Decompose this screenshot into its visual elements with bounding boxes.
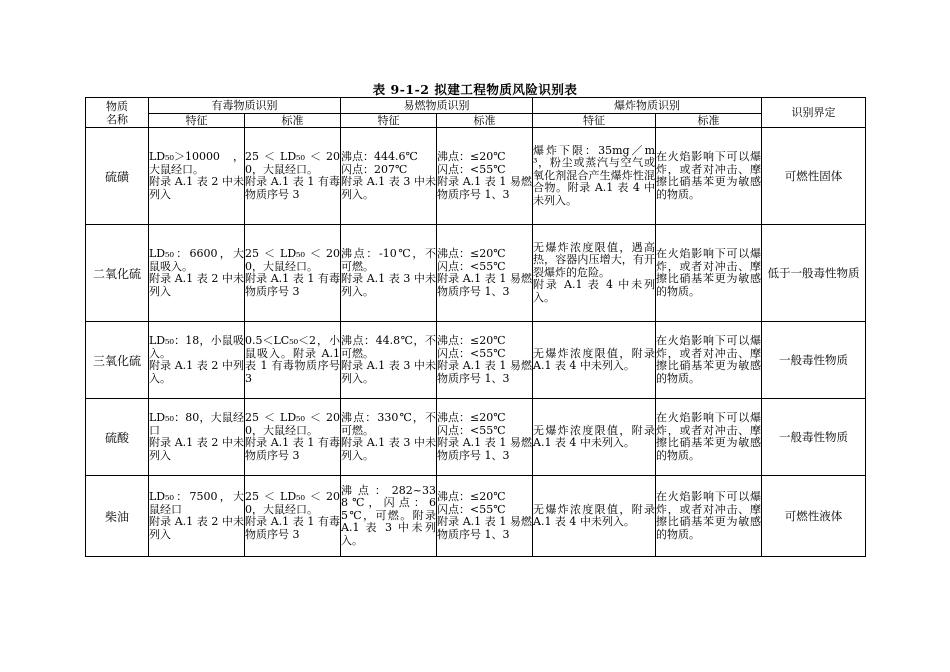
substance-name: 硫酸 (86, 399, 149, 476)
table-row (86, 476, 866, 557)
toxic-feature-cell (149, 476, 245, 557)
cell-line: 25 ＜ LD₅₀ ＜ 200，大鼠经口。 (245, 247, 340, 273)
toxic-feature-cell (149, 128, 245, 225)
cell-line: 附录 A.1 表 1 有毒物质序号 3 (245, 175, 340, 201)
cell-line: 闪点：<55℃ (437, 259, 506, 273)
cell-line: LD₅₀：6600，大鼠吸入。 (149, 247, 244, 273)
cell-line: 附录 A.1 表 1 有毒物质序号 3 (245, 515, 340, 541)
toxic-standard-cell (245, 322, 341, 399)
exp-standard-cell (656, 128, 762, 225)
cell-line: LD₅₀：18，小鼠吸入。 (149, 334, 244, 360)
cell-line: 闪点：<55℃ (437, 423, 506, 437)
toxic-feature-cell (149, 225, 245, 322)
cell-line: 在火焰影响下可以爆炸，或者对冲击、摩擦比硝基苯更为敏感的物质。 (656, 490, 761, 541)
header-toxic: 有毒物质识别 (149, 98, 341, 114)
cell-line: 附录 A.1 表 2 中列入。 (149, 359, 244, 385)
exp-standard-cell (656, 476, 762, 557)
cell-line: 附录 A.1 表 1 有毒物质序号 3 (245, 272, 340, 298)
flam-feature-cell (341, 128, 437, 225)
identification-result: 低于一般毒性物质 (762, 225, 866, 322)
flam-feature-cell (341, 225, 437, 322)
cell-line: 爆炸下限：35mg／m³，粉尘或蒸汽与空气或氧化剂混合产生爆炸性混合物。附录 A.1 表 4 中未列入。 (533, 143, 655, 207)
cell-line: 无爆炸浓度限值，附录 A.1 表 4 中未列入。 (533, 346, 655, 372)
exp-feature-cell (533, 322, 656, 399)
table-title: 表 9-1-2 拟建工程物质风险识别表 (372, 82, 578, 97)
cell-line: 附录 A.1 表 1 易燃物质序号 1、3 (437, 515, 532, 541)
cell-line: 在火焰影响下可以爆炸，或者对冲击、摩擦比硝基苯更为敏感的物质。 (656, 150, 761, 201)
cell-line: 沸点：≤20℃ (437, 150, 506, 163)
flam-feature-cell (341, 476, 437, 557)
cell-line: 沸点：-10℃，不可燃。 (341, 247, 436, 273)
cell-line: 闪点：<55℃ (437, 346, 506, 360)
cell-line: 沸点：≤20℃ (437, 247, 506, 260)
cell-line: 无爆炸浓度限值，附录 A.1 表 4 中未列入。 (533, 502, 655, 528)
identification-result: 一般毒性物质 (762, 322, 866, 399)
cell-line: 在火焰影响下可以爆炸，或者对冲击、摩擦比硝基苯更为敏感的物质。 (656, 411, 761, 462)
cell-line: 在火焰影响下可以爆炸，或者对冲击、摩擦比硝基苯更为敏感的物质。 (656, 334, 761, 385)
cell-line: 附录 A.1 表 2 中未列入 (149, 175, 244, 201)
cell-line: 沸点：282~338℃，闪点：65℃，可燃。附录 A.1 表 3 中未列入。 (341, 483, 436, 547)
header-explosive: 爆炸物质识别 (533, 98, 762, 114)
cell-line: 附录 A.1 表 3 中未列入。 (341, 359, 436, 385)
header-substance: 物质名称 (86, 98, 149, 128)
exp-standard-cell (656, 225, 762, 322)
cell-line: 闪点：207℃ (341, 162, 408, 176)
substance-name: 三氧化硫 (86, 322, 149, 399)
cell-line: 沸点：444.6℃ (341, 150, 418, 163)
cell-line: 沸点：44.8℃，不可燃。 (341, 334, 436, 360)
cell-line: 在火焰影响下可以爆炸，或者对冲击、摩擦比硝基苯更为敏感的物质。 (656, 247, 761, 298)
cell-line: 0.5＜LC₅₀＜2，小鼠吸入。附录 A.1 表 1 有毒物质序号 3 (245, 334, 340, 385)
cell-line: 无爆炸浓度限值，遇高热，容器内压增大，有开裂爆炸的危险。 (533, 240, 655, 279)
cell-line: 附录 A.1 表 2 中未列入 (149, 272, 244, 298)
table-row (86, 322, 866, 399)
cell-line: 附录 A.1 表 4 中未列入。 (533, 278, 655, 304)
header-toxic-feature: 特征 (149, 114, 245, 128)
flam-standard-cell (437, 225, 533, 322)
substance-name: 二氧化硫 (86, 225, 149, 322)
cell-line: 附录 A.1 表 3 中未列入。 (341, 272, 436, 298)
cell-line: 附录 A.1 表 3 中未列入。 (341, 436, 436, 462)
cell-line: 无爆炸浓度限值，附录 A.1 表 4 中未列入。 (533, 423, 655, 449)
toxic-feature-cell (149, 322, 245, 399)
exp-feature-cell (533, 128, 656, 225)
flam-feature-cell (341, 399, 437, 476)
exp-feature-cell (533, 476, 656, 557)
header-exp-standard: 标准 (656, 114, 762, 128)
header-flam-feature: 特征 (341, 114, 437, 128)
cell-line: 25 ＜ LD₅₀ ＜ 200，大鼠经口。 (245, 490, 340, 516)
cell-line: 附录 A.1 表 3 中未列入。 (341, 175, 436, 201)
cell-line: 25 ＜ LD₅₀ ＜ 200，大鼠经口。 (245, 411, 340, 437)
cell-line: 附录 A.1 表 1 易燃物质序号 1、3 (437, 359, 532, 385)
toxic-standard-cell (245, 399, 341, 476)
cell-line: 25 ＜ LD₅₀ ＜ 200，大鼠经口。 (245, 150, 340, 176)
cell-line: 附录 A.1 表 1 易燃物质序号 1、3 (437, 272, 532, 298)
cell-line: 附录 A.1 表 1 有毒物质序号 3 (245, 436, 340, 462)
cell-line: 沸点：≤20℃ (437, 411, 506, 424)
cell-line: 附录 A.1 表 2 中未列入 (149, 515, 244, 541)
exp-standard-cell (656, 399, 762, 476)
flam-standard-cell (437, 128, 533, 225)
identification-result: 一般毒性物质 (762, 399, 866, 476)
cell-line: LD₅₀：80，大鼠经口 (149, 411, 244, 437)
header-exp-feature: 特征 (533, 114, 656, 128)
exp-standard-cell (656, 322, 762, 399)
toxic-feature-cell (149, 399, 245, 476)
cell-line: LD₅₀＞10000 ，大鼠经口。 (149, 150, 244, 176)
flam-standard-cell (437, 322, 533, 399)
identification-result: 可燃性液体 (762, 476, 866, 557)
flam-standard-cell (437, 476, 533, 557)
toxic-standard-cell (245, 225, 341, 322)
cell-line: 闪点：<55℃ (437, 502, 506, 516)
table-row (86, 225, 866, 322)
header-toxic-standard: 标准 (245, 114, 341, 128)
identification-result: 可燃性固体 (762, 128, 866, 225)
cell-line: 沸点：≤20℃ (437, 334, 506, 347)
header-flammable: 易燃物质识别 (341, 98, 533, 114)
cell-line: 沸点：330℃，不可燃。 (341, 411, 436, 437)
substance-name: 柴油 (86, 476, 149, 557)
cell-line: 附录 A.1 表 1 易燃物质序号 1、3 (437, 436, 532, 462)
toxic-standard-cell (245, 128, 341, 225)
header-flam-standard: 标准 (437, 114, 533, 128)
flam-standard-cell (437, 399, 533, 476)
toxic-standard-cell (245, 476, 341, 557)
cell-line: 沸点：≤20℃ (437, 490, 506, 503)
cell-line: 闪点：<55℃ (437, 162, 506, 176)
table-row (86, 128, 866, 225)
cell-line: 附录 A.1 表 1 易燃物质序号 1、3 (437, 175, 532, 201)
table-row (86, 399, 866, 476)
exp-feature-cell (533, 399, 656, 476)
cell-line: LD₅₀：7500，大鼠经口 (149, 490, 244, 516)
flam-feature-cell (341, 322, 437, 399)
cell-line: 附录 A.1 表 2 中未列入 (149, 436, 244, 462)
exp-feature-cell (533, 225, 656, 322)
header-result: 识别界定 (762, 98, 866, 128)
substance-name: 硫磺 (86, 128, 149, 225)
risk-identification-table (85, 97, 866, 557)
